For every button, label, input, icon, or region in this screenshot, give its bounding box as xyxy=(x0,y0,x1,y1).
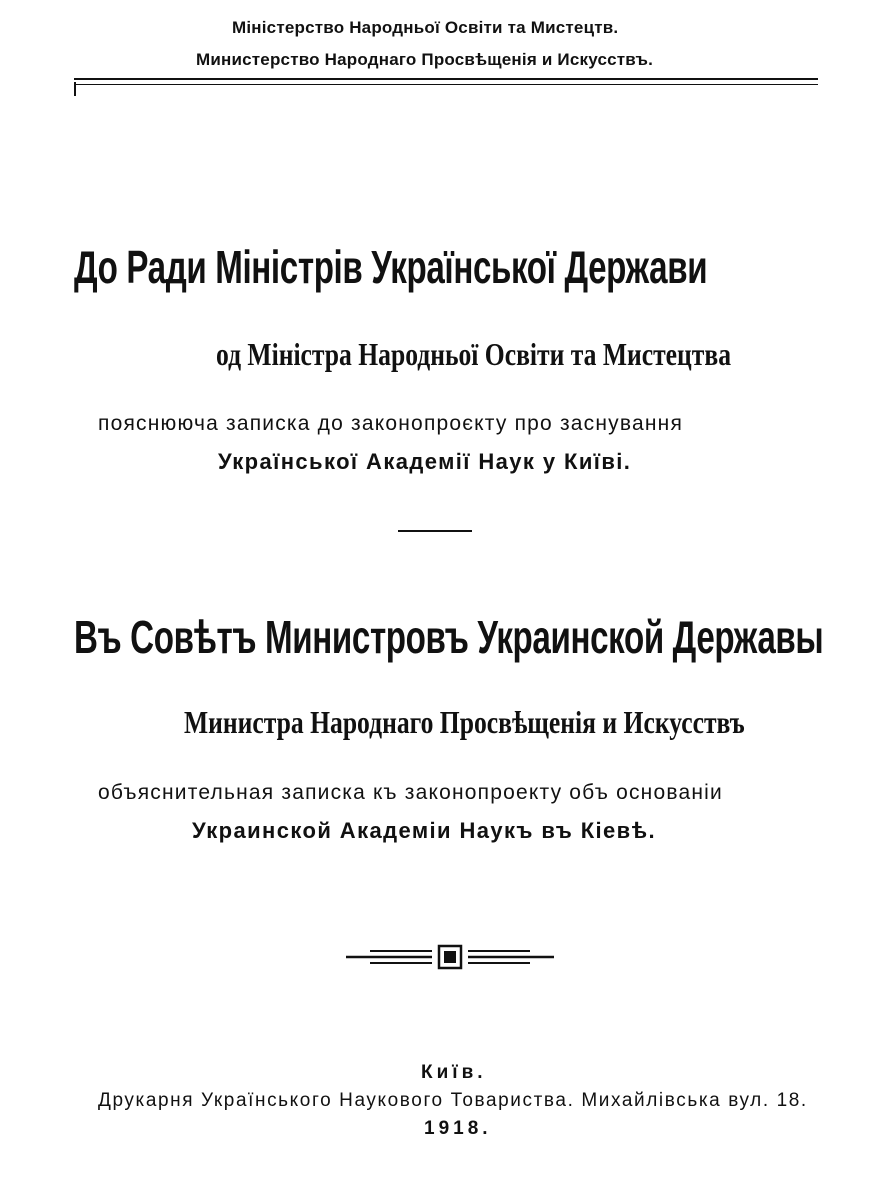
ministry-header-russian: Министерство Народнаго Просвѣщенія и Искусствъ. xyxy=(196,50,654,69)
russian-title: Въ Совѣтъ Министровъ Украинской Державы xyxy=(74,611,824,663)
ukrainian-explanatory-note: пояснююча записка до законопроєкту про заснування xyxy=(98,412,684,435)
header-rule-lower xyxy=(74,84,818,85)
header-rule-upper xyxy=(74,78,818,80)
ukrainian-academy-subject: Української Академії Наук у Київі. xyxy=(218,449,632,474)
header-rule-tick xyxy=(74,82,76,96)
ukrainian-title: До Ради Міністрів Української Держави xyxy=(74,241,708,293)
decorative-ornament xyxy=(340,942,560,972)
russian-academy-subject: Украинской Академіи Наукъ въ Кіевѣ. xyxy=(192,818,656,843)
ministry-header-ukrainian: Міністерство Народньої Освіти та Мистецтв. xyxy=(232,18,619,37)
footer-printer: Друкарня Українського Наукового Товариства. Михайлівська вул. 18. xyxy=(98,1090,808,1111)
russian-from-minister: Министра Народнаго Просвѣщенія и Искусствъ xyxy=(184,704,745,740)
footer-year: 1918. xyxy=(424,1118,492,1139)
section-separator xyxy=(398,530,472,532)
russian-explanatory-note: объяснительная записка къ законопроекту объ основаніи xyxy=(98,781,723,804)
ukrainian-from-minister: од Міністра Народньої Освіти та Мистецтва xyxy=(216,336,731,372)
footer-city: Київ. xyxy=(421,1062,487,1083)
